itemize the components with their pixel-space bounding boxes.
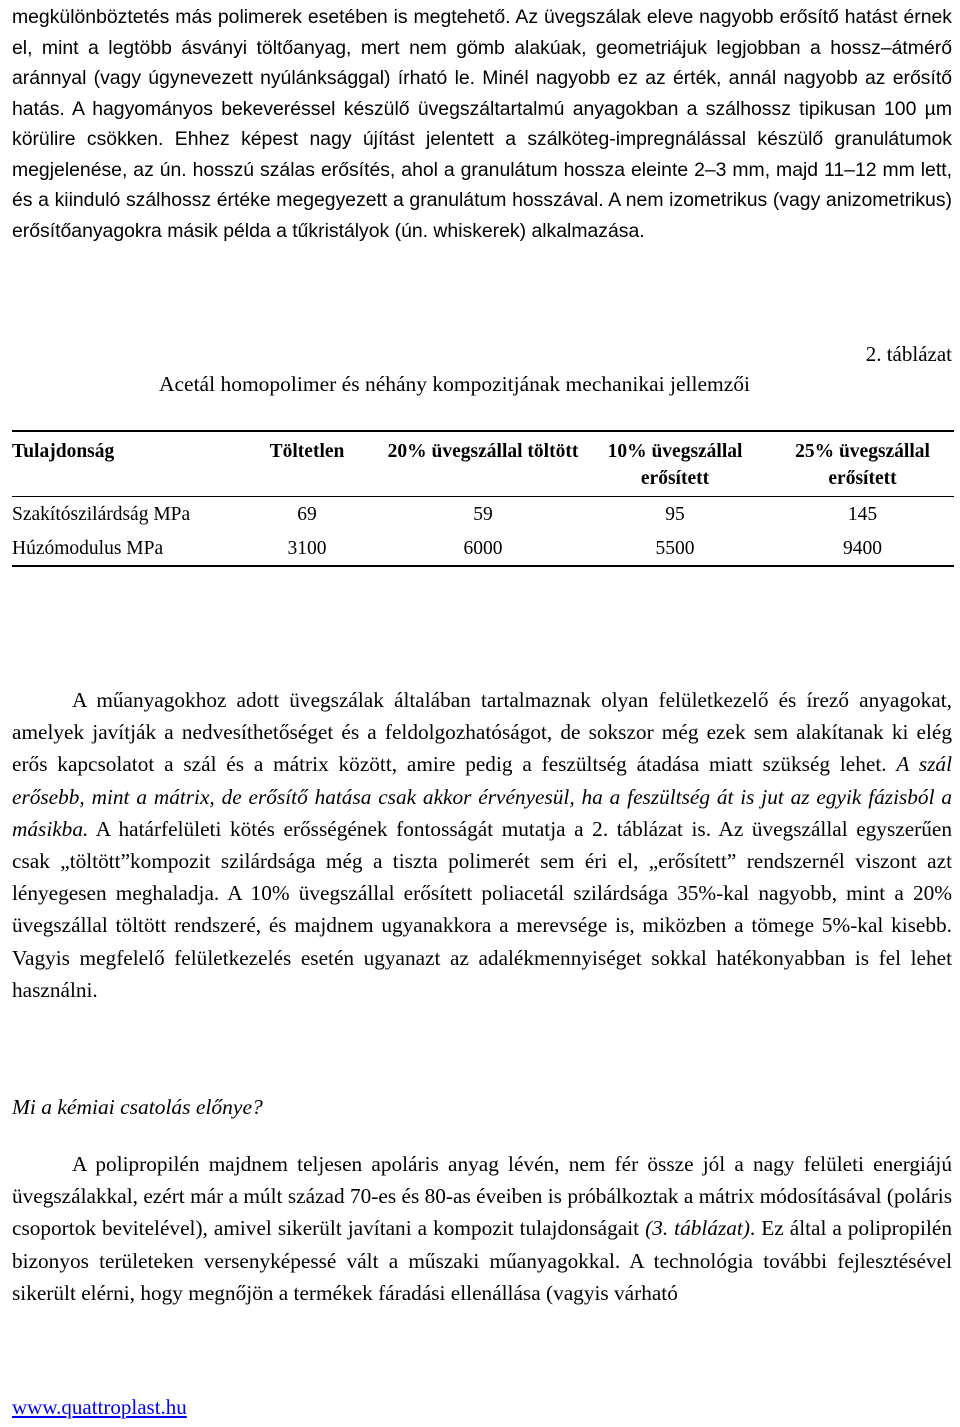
row-property-label: Húzómodulus MPa	[12, 538, 164, 559]
body-paragraph-interface	[12, 684, 952, 1006]
header-unfilled: Töltetlen	[269, 441, 345, 462]
table-cell: 5500	[655, 538, 695, 559]
table-cell: 3100	[287, 538, 327, 559]
paragraph-text: . Ez által a polipropilén bizonyos területeken versenyképessé vált a műszaki műanyagokkal. A technológia további fejlesztésével sikerült elérni, hogy megnőjön a termékek fáradási ellenállása (vagyis várható	[12, 1216, 952, 1305]
intro-paragraph: megkülönböztetés más polimerek esetében is megtehető. Az üvegszálak eleve nagyobb erősítő hatást érnek el, mint a legtöbb ásványi töltőanyag, mert nem gömb alakúak, geometriájuk legjobban a hossz–átmérő aránnyal (vagy úgynevezett nyúlánksággal) írható le. Minél nagyobb ez az érték, annál nagyobb az erősítő hatás. A hagyományos bekeveréssel készülő üvegszáltartalmú anyagokban a szálhossz tipikusan 100 µm körülire csökken. Ehhez képest nagy újítást jelentett a szálköteg-impregnálással készülő granulátumok megjelenése, az ún. hosszú szálas erősítés, ahol a granulátum hossza eleinte 2–3 mm, majd 11–12 mm lett, és a kiinduló szálhossz értéke megegyezett a granulátum hosszával. A nem izometrikus (vagy anizometrikus) erősítőanyagokra másik példa a tűkristályok (ún. whiskerek) alkalmazása.	[12, 6, 952, 242]
table-cell: 145	[847, 504, 878, 525]
table-cell: 6000	[463, 538, 503, 559]
table-reference: (3. táblázat)	[645, 1216, 750, 1241]
paragraph-text: A határfelületi kötés erősségének fontosságát mutatja a 2. táblázat is. Az üvegszállal egyszerűen csak „töltött”kompozit szilárdsága még a tiszta polimerét sem éri el, „erősített” rendszernél viszont azt lényegesen meghaladja. A 10% üvegszállal erősített poliacetál szilárdsága 35%-kal nagyobb, mint a 20% üvegszállal töltött rendszeré, és majdnem ugyanakkora a merevsége is, miközben a tömege 5%-kal kisebb. Vagyis megfelelő felületkezelés esetén ugyanazt az adalékmennyiséget sokkal hatékonyabban is fel lehet használni.	[12, 816, 952, 1002]
paragraph-text: A polipropilén majdnem teljesen apoláris anyag lévén, nem fér össze jól a nagy felületi energiájú üvegszálakkal, ezért már a múlt század 70-es és 80-as éveiben is próbálkoztak a mátrix módosításával (poláris csoportok bevitelével), amivel sikerült javítani a kompozit tulajdonságait	[12, 1152, 952, 1241]
table-row	[12, 531, 954, 566]
table-number: 2. táblázat	[865, 342, 952, 366]
footer-website-link[interactable]: www.quattroplast.hu	[12, 1395, 187, 1419]
section-heading: Mi a kémiai csatolás előnye?	[12, 1095, 263, 1119]
body-paragraph-polypropylene	[12, 1148, 952, 1309]
table-row	[12, 497, 954, 532]
table-header-row	[12, 431, 954, 497]
table-cell: 9400	[843, 538, 882, 559]
header-25-reinforced: 25% üvegszállal erősített	[795, 441, 930, 489]
table-cell: 59	[473, 504, 493, 525]
table-cell: 95	[665, 504, 685, 525]
header-20-filled: 20% üvegszállal töltött	[387, 441, 579, 462]
emphasized-text: A szál erősebb, mint a mátrix, de erősítő hatása csak akkor érvényesül, ha a feszültség át is jut az egyik fázisból a másikba.	[12, 752, 952, 841]
table-title-text: Acetál homopolimer és néhány kompozitjának mechanikai jellemzői	[158, 372, 751, 396]
mechanical-properties-table	[12, 430, 954, 567]
paragraph-text: A műanyagokhoz adott üvegszálak általában tartalmaznak olyan felületkezelő és írező anyagokat, amelyek javítják a nedvesíthetőséget és a feldolgozhatóságot, de sokszor még ezek sem alakítanak ki elég erős kapcsolatot a szál és a mátrix között, amire pedig a feszültség átadása miatt szükség lehet.	[12, 688, 952, 777]
header-10-reinforced: 10% üvegszállal erősített	[607, 441, 743, 489]
header-property: Tulajdonság	[12, 441, 115, 462]
table-cell: 69	[297, 504, 317, 525]
table-title	[12, 370, 952, 398]
row-property-label: Szakítószilárdság MPa	[12, 504, 191, 525]
